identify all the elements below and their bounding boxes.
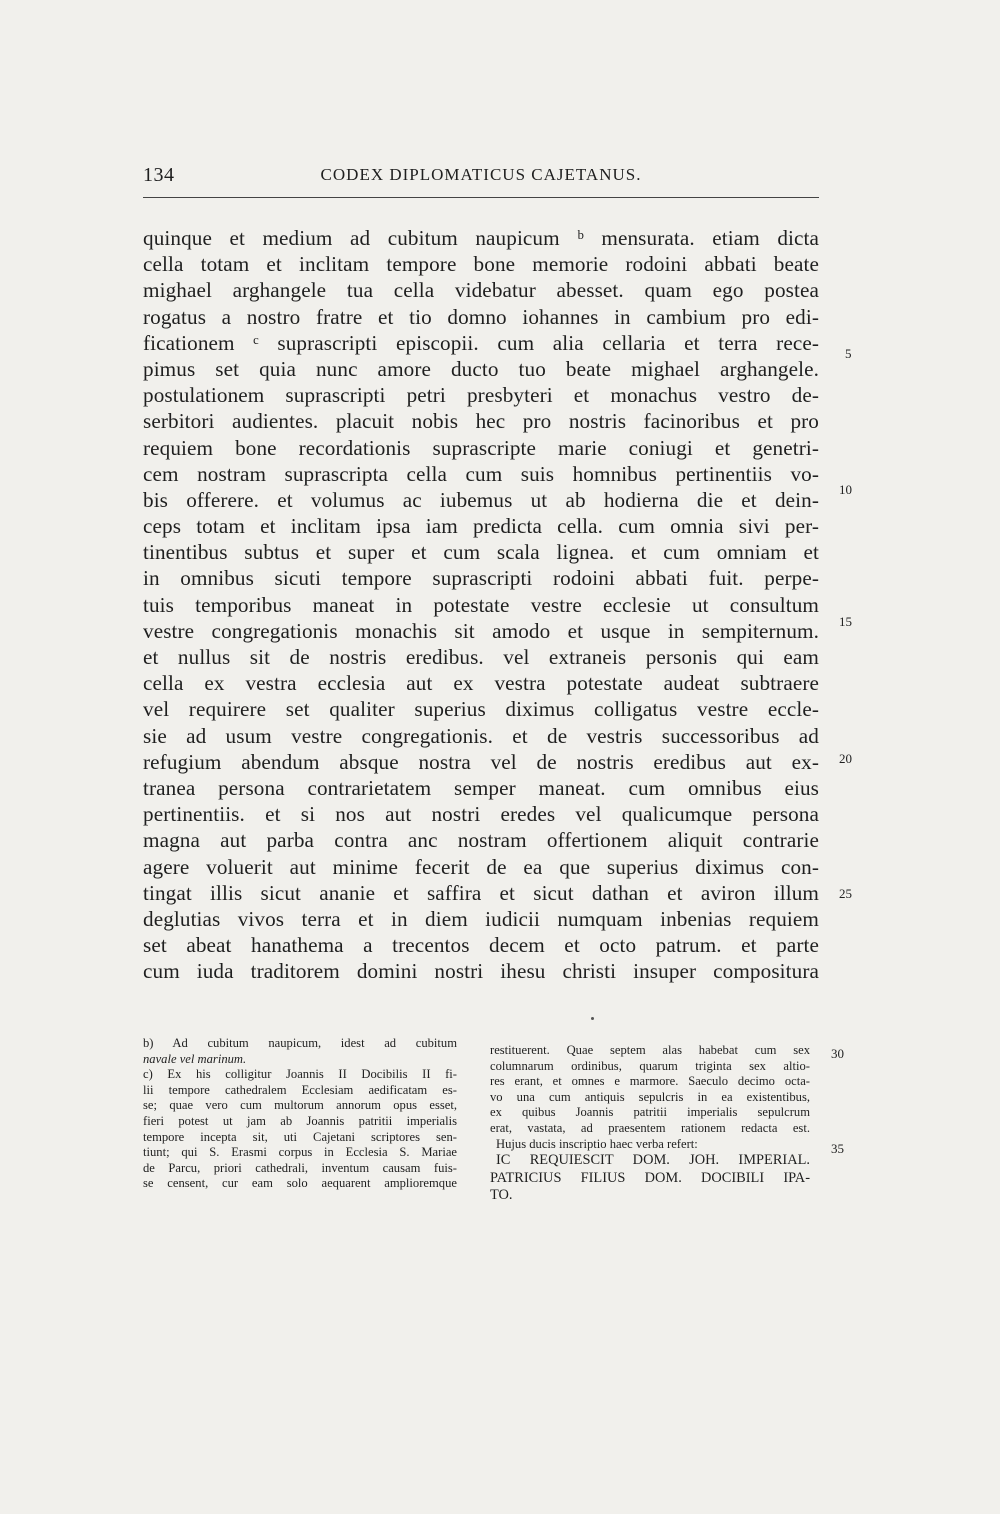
footnote-line: vo una cum antiquis sepulcris in ea existentibus, [490,1089,810,1104]
footnote-line: se censent, cur eam solo aequarent amplioremque [143,1176,457,1191]
text-line: tranea persona contrarietatem semper maneat. cum omnibus eius [143,775,819,800]
footnote-line: se; quae vero cum multorum annorum opus esset, [143,1098,457,1113]
text-line: set abeat hanathema a trecentos decem et octo patrum. et parte [143,933,819,958]
text-line: pertinentiis. et si nos aut nostri eredes vel qualicumque persona [143,802,819,827]
main-text [143,225,819,984]
text-line: magna aut parba contra anc nostram offertionem aliquit contrarie [143,828,819,853]
line-number: 10 [839,482,852,497]
line-number: 20 [839,751,852,766]
running-header [143,160,819,190]
text-line: cella ex vestra ecclesia aut ex vestra potestate audeat subtraere [143,671,819,696]
footnote-line: tempore incepta sit, uti Cajetani scriptores sen- [143,1129,457,1144]
inscription-line: IC REQUIESCIT DOM. JOH. IMPERIAL. [496,1152,810,1169]
footnote-line: fieri potest ut jam ab Joannis patritii imperialis [143,1113,457,1128]
text-line: ceps totam et inclitam ipsa iam predicta cella. cum omnia sivi per- [143,514,819,539]
text-line: tuis temporibus maneat in potestate vestre ecclesie ut consultum [143,592,819,617]
footnote-line: restituerent. Quae septem alas habebat cum sex [490,1043,810,1057]
footnotes-left-column [143,1036,457,1192]
footnote-line: tiunt; qui S. Erasmi corpus in Ecclesia S. Mariae [143,1145,457,1160]
text-line: deglutias vivos terra et in diem iudicii numquam inbenias requiem [143,906,819,931]
footnote-line: b) Ad cubitum naupicum, idest ad cubitum [143,1036,457,1050]
text-line: refugium abendum absque nostra vel de nostris eredibus aut ex- [143,749,819,774]
text-line: tinentibus subtus et super et cum scala lignea. et cum omniam et [143,540,819,565]
text-line: pimus set quia nunc amore ducto tuo beate mighael arghangele. [143,356,819,381]
text-line: sie ad usum vestre congregationis. et de vestris successoribus ad [143,723,819,748]
text-line: agere voluerit aut minime fecerit de ea que superius diximus con- [143,854,819,879]
text-line: cella totam et inclitam tempore bone memorie rodoini abbati beate [143,252,819,277]
text-line: tingat illis sicut ananie et saffira et sicut dathan et aviron illum [143,880,819,905]
text-line: rogatus a nostro fratre et tio domno iohannes in cambium pro edi- [143,304,819,329]
text-line: cem nostram suprascripta cella cum suis homnibus pertinentiis vo- [143,461,819,486]
text-line: vel requirere set qualiter superius diximus colligatus vestre eccle- [143,697,819,722]
inscription-line: PATRICIUS FILIUS DOM. DOCIBILI IPA- [490,1169,810,1186]
footnote-line: navale vel marinum. [143,1051,247,1066]
footnote-line: ex quibus Joannis patritii imperialis sepulcrum [490,1105,810,1120]
footnote-line: de Parcu, priori cathedrali, inventum causam fuis- [143,1160,457,1175]
line-number: 15 [839,614,852,629]
footnote-line: lii tempore cathedralem Ecclesiam aedificatam es- [143,1082,457,1097]
text-line: cum iuda traditorem domini nostri ihesu christi insuper compositura [143,959,819,984]
text-line: bis offerere. et volumus ac iubemus ut ab hodierna die et dein- [143,487,819,512]
footnote-line: columnarum ordinibus, quarum triginta sex altio- [490,1058,810,1073]
text-line: in omnibus sicuti tempore suprascripti rodoini abbati fuit. perpe- [143,566,819,591]
header-rule [143,197,819,198]
running-title: CODEX DIPLOMATICUS CAJETANUS. [320,165,642,184]
line-number: 25 [839,886,852,901]
page-number: 134 [143,164,175,186]
text-line: serbitori audientes. placuit nobis hec pro nostris facinoribus et pro [143,409,819,434]
footnote-line: res erant, et omnes e marmore. Saeculo decimo octa- [490,1074,810,1089]
text-line: quinque et medium ad cubitum naupicum ᵇ mensurata. etiam dicta [143,226,819,250]
footnote-line: c) Ex his colligitur Joannis II Docibilis II fi- [143,1067,457,1082]
footnote-line: erat, vastata, ad praesentem rationem redacta est. [490,1120,810,1135]
text-line: postulationem suprascripti petri presbyteri et monachus vestro de- [143,383,819,408]
line-number: 35 [831,1141,844,1156]
inscription-line: TO. [490,1186,513,1203]
text-line: et nullus sit de nostris eredibus. vel extraneis personis qui eam [143,645,819,669]
text-line: mighael arghangele tua cella videbatur abesset. quam ego postea [143,278,819,303]
line-number: 30 [831,1046,844,1061]
text-line: vestre congregationis monachis sit amodo et usque in sempiternum. [143,618,819,643]
text-line: ficationem ᶜ suprascripti episcopii. cum alia cellaria et terra rece- [143,330,819,355]
footnote-line: Hujus ducis inscriptio haec verba refert: [496,1136,698,1151]
text-line: requiem bone recordationis suprascripte marie coniugi et genetri- [143,435,819,460]
separator-dot [591,1017,594,1020]
line-number: 5 [845,346,852,361]
footnotes-right-column [490,1043,810,1204]
